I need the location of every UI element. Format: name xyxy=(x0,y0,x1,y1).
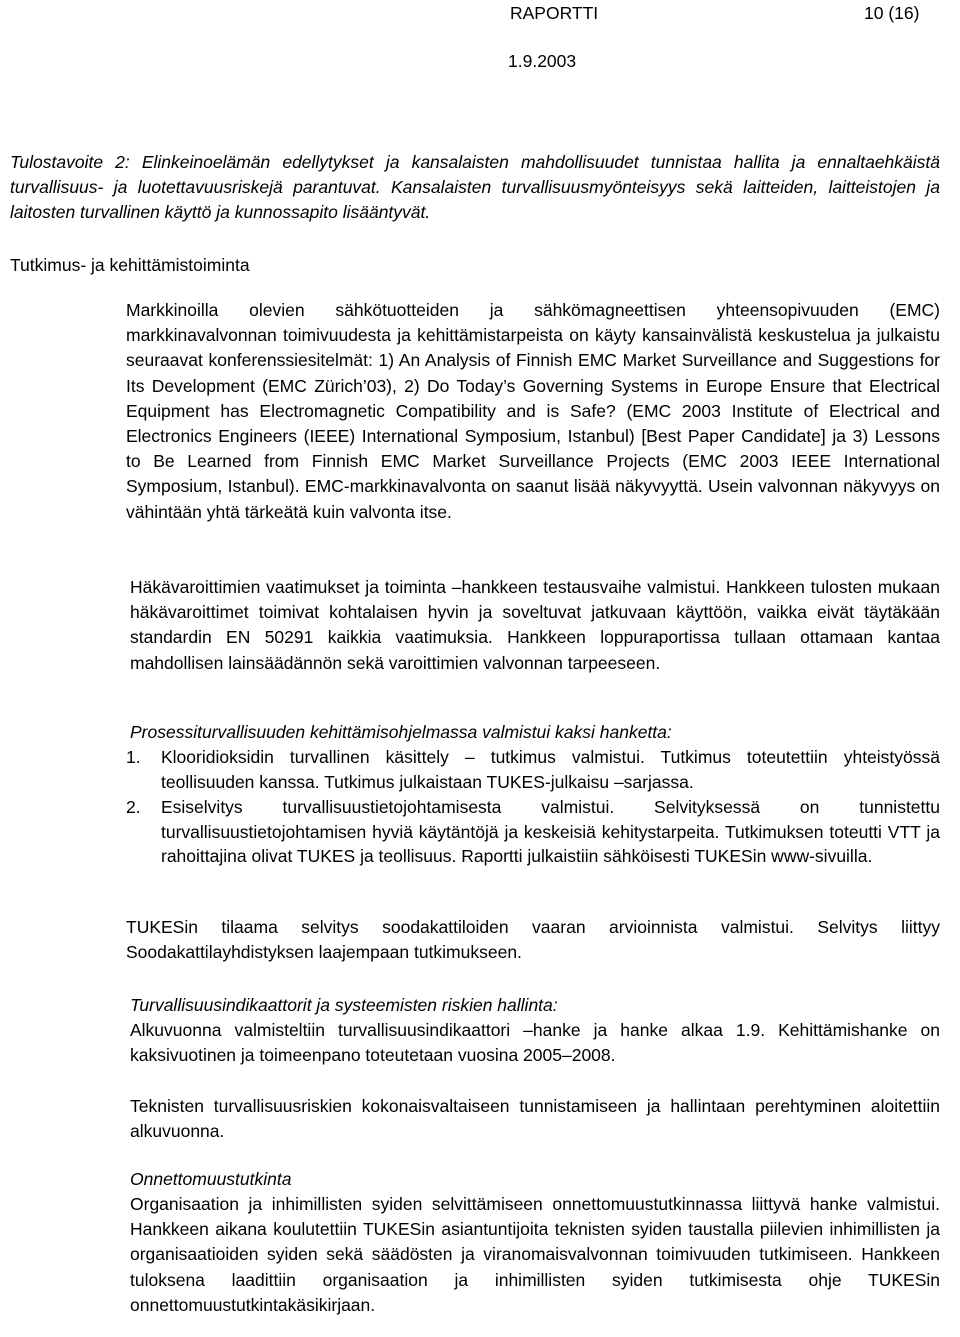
list-item xyxy=(126,745,940,794)
recovery-boiler-paragraph: TUKESin tilaama selvitys soodakattiloiden vaaran arvioinnista valmistui. Selvitys liittyy Soodakattilayhdistyksen laajempaan tutkimukseen. xyxy=(126,917,940,963)
list-item-number: 2. xyxy=(126,797,141,817)
list-item-text: Esiselvitys turvallisuustietojohtamisesta valmistui. Selvityksessä on tunnistettu turvallisuustietojohtamisen hyviä käytäntöjä ja keskeisiä kehitystarpeita. Tutkimuksen toteutti VTT ja rahoittajina olivat TUKES ja teollisuus. Raportti julkaistiin sähköisesti TUKESin www-sivuilla. xyxy=(161,797,940,866)
list-item-number: 1. xyxy=(126,747,141,767)
rnd-heading: Tutkimus- ja kehittämistoiminta xyxy=(10,255,250,275)
process-safety-heading: Prosessiturvallisuuden kehittämisohjelmassa valmistui kaksi hanketta: xyxy=(130,722,672,742)
accident-investigation-heading: Onnettomuustutkinta xyxy=(130,1169,292,1189)
page-number: 10 (16) xyxy=(864,3,920,23)
indicators-paragraph: Alkuvuonna valmisteltiin turvallisuusindikaattori –hanke ja hanke alkaa 1.9. Kehittämishanke on kaksivuotinen ja toimeenpano toteutetaan vuosina 2005–2008. xyxy=(130,1020,940,1066)
co-warning-paragraph: Häkävaroittimien vaatimukset ja toiminta –hankkeen testausvaihe valmistui. Hankkeen tulosten mukaan häkävaroittimet toimivat kohtalaisen hyvin ja soveltuvat jatkuvaan käyttöön, vaikka eivät täytäkään standardin EN 50291 kaikkia vaatimuksia. Hankkeen loppuraportissa tullaan ottamaan kantaa mahdollisen lainsäädännön sekä varoittimien valvonnan tarpeeseen. xyxy=(130,577,940,673)
accident-investigation-paragraph: Organisaation ja inhimillisten syiden selvittämiseen onnettomuustutkinnassa liittyvä hanke valmistui. Hankkeen aikana koulutettiin TUKESin asiantuntijoita teknisten syiden taustalla piilevien inhimillisten ja organisaatioiden syiden sekä säädösten ja viranomaisvalvonnan toimivuuden tutkimiseen. Hankkeen tuloksena laadittiin organisaation ja inhimillisten syiden tutkimisesta ohje TUKESin onnettomuustutkintakäsikirjaan. xyxy=(130,1194,940,1315)
report-date: 1.9.2003 xyxy=(508,51,577,71)
list-item xyxy=(126,795,940,869)
technical-risks-paragraph: Teknisten turvallisuusriskien kokonaisvaltaiseen tunnistamiseen ja hallintaan perehtyminen aloitettiin alkuvuonna. xyxy=(130,1096,940,1142)
list-item-text: Klooridioksidin turvallinen käsittely – tutkimus valmistui. Tutkimus toteutettiin yhteistyössä teollisuuden kanssa. Tutkimus julkaistaan TUKES-julkaisu –sarjassa. xyxy=(161,747,940,792)
emc-paragraph: Markkinoilla olevien sähkötuotteiden ja sähkömagneettisen yhteensopivuuden (EMC) markkinavalvonnan toimivuudesta ja kehittämistarpeista on käyty kansainvälistä keskustelua ja julkaistu seuraavat konferenssiesitelmät: 1) An Analysis of Finnish EMC Market Surveillance and Suggestions for Its Development (EMC Zürich’03), 2) Do Today’s Governing Systems in Europe Ensure that Electrical Equipment has Electromagnetic Compatibility and is Safe? (EMC 2003 Institute of Electrical and Electronics Engineers (IEEE) International Symposium, Istanbul) [Best Paper Candidate] ja 3) Lessons to Be Learned from Finnish EMC Market Surveillance Projects (EMC 2003 IEEE International Symposium, Istanbul). EMC-markkinavalvonta on saanut lisää näkyvyyttä. Usein valvonnan näkyvyys on vähintään yhtä tärkeätä kuin valvonta itse. xyxy=(126,300,940,522)
goal-paragraph: Tulostavoite 2: Elinkeinoelämän edellytykset ja kansalaisten mahdollisuudet tunnistaa hallita ja ennaltaehkäistä turvallisuus- ja luotettavuusriskejä parantuvat. Kansalaisten turvallisuusmyönteisyys sekä laitteiden, laitteistojen ja laitosten turvallinen käyttö ja kunnossapito lisääntyvät. xyxy=(10,152,940,223)
indicators-heading: Turvallisuusindikaattorit ja systeemisten riskien hallinta: xyxy=(130,995,558,1015)
report-label: RAPORTTI xyxy=(510,3,599,23)
